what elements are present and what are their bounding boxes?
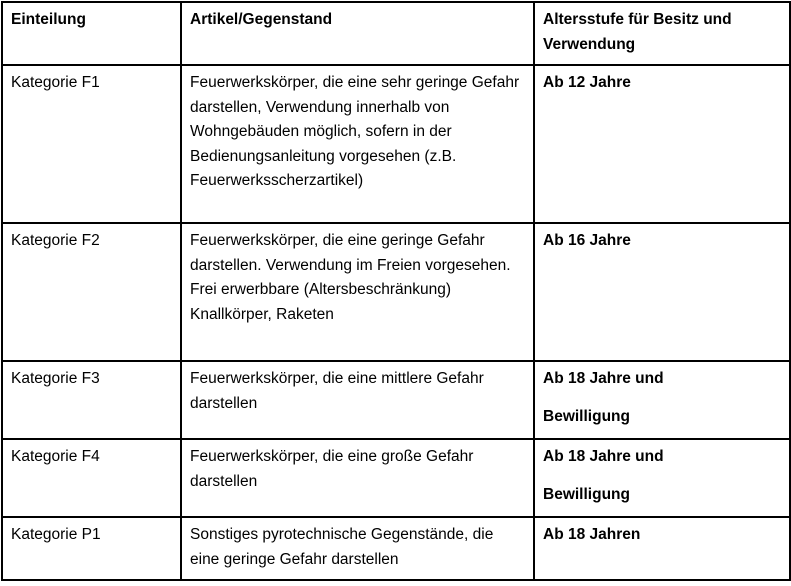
table-row: [2, 223, 790, 361]
age-cell: [534, 439, 790, 517]
age-requirement: Ab 18 Jahre und: [543, 370, 664, 387]
age-requirement: Ab 18 Jahre und: [543, 448, 664, 465]
description-cell: Feuerwerkskörper, die eine große Gefahr darstellen: [181, 439, 534, 517]
permit-requirement: Bewilligung: [543, 407, 630, 425]
description-cell: Feuerwerkskörper, die eine sehr geringe Gefahr darstellen, Verwendung innerhalb von Wohngebäuden möglich, sofern in der Bedienungsanleitung vorgesehen (z.B. Feuerwerksscherzartikel): [181, 65, 534, 223]
age-cell: [534, 65, 790, 223]
header-artikel: Artikel/Gegenstand: [181, 2, 534, 65]
table-row: [2, 361, 790, 439]
age-cell: [534, 517, 790, 580]
category-cell: Kategorie F1: [2, 65, 181, 223]
category-cell: Kategorie F3: [2, 361, 181, 439]
table-row: [2, 65, 790, 223]
category-cell: Kategorie F2: [2, 223, 181, 361]
category-cell: Kategorie F4: [2, 439, 181, 517]
age-cell: [534, 361, 790, 439]
table-row: [2, 439, 790, 517]
header-einteilung: Einteilung: [2, 2, 181, 65]
age-requirement: Ab 12 Jahre: [543, 74, 631, 91]
age-requirement: Ab 18 Jahren: [543, 526, 641, 543]
description-cell: Feuerwerkskörper, die eine geringe Gefahr darstellen. Verwendung im Freien vorgesehen. Frei erwerbbare (Altersbeschränkung) Knallkörper, Raketen: [181, 223, 534, 361]
header-altersstufe: Altersstufe für Besitz und Verwendung: [534, 2, 790, 65]
description-cell: Feuerwerkskörper, die eine mittlere Gefahr darstellen: [181, 361, 534, 439]
category-cell: Kategorie P1: [2, 517, 181, 580]
description-cell: Sonstiges pyrotechnische Gegenstände, die eine geringe Gefahr darstellen: [181, 517, 534, 580]
pyrotechnics-category-table: [1, 1, 791, 581]
permit-requirement: Bewilligung: [543, 485, 630, 503]
table-row: [2, 517, 790, 580]
table-header-row: [2, 2, 790, 65]
age-cell: [534, 223, 790, 361]
age-requirement: Ab 16 Jahre: [543, 232, 631, 249]
